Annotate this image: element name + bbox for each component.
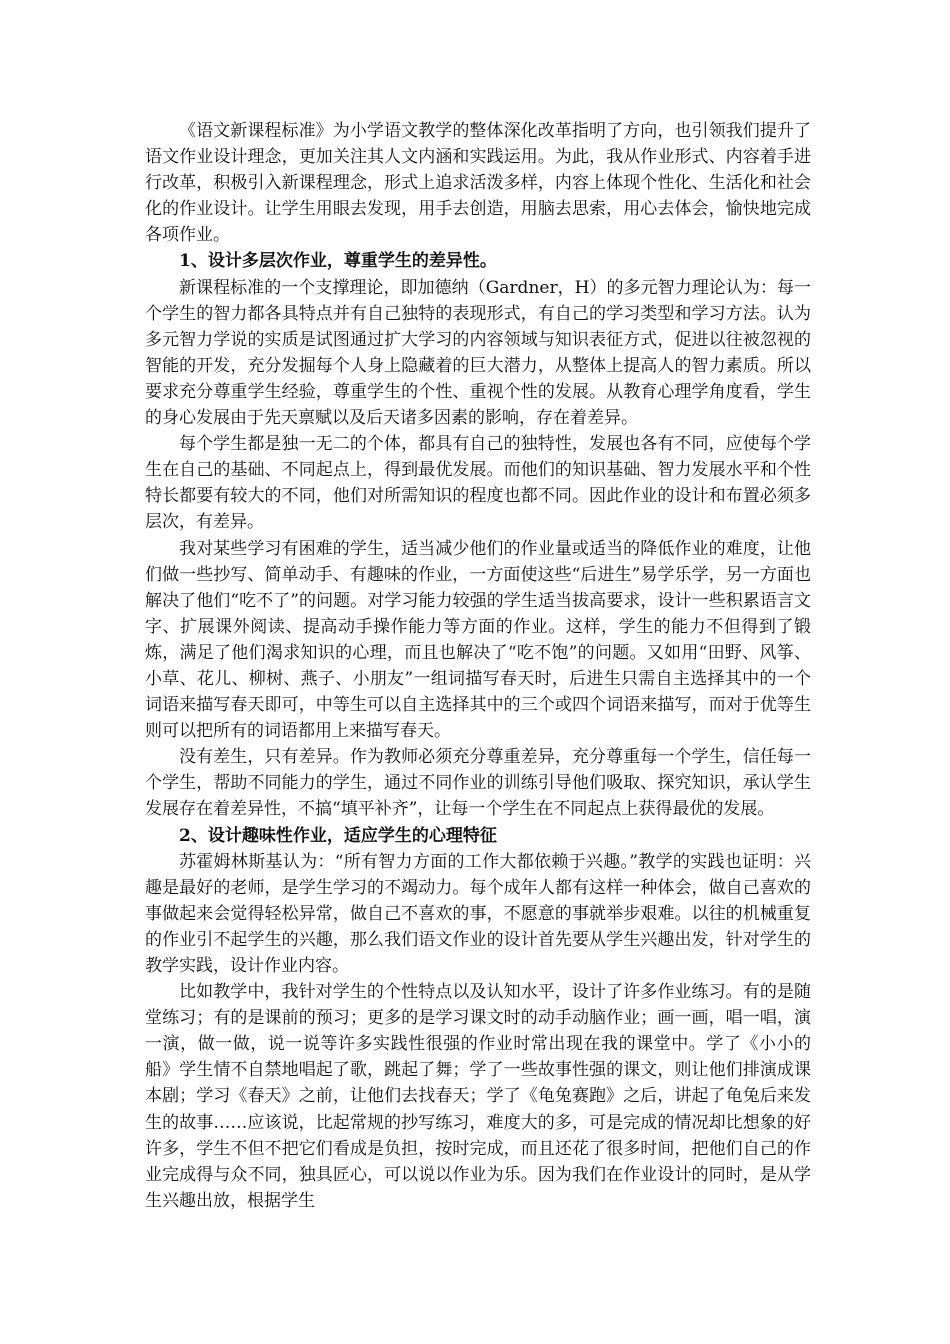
section-heading-2: 2、设计趣味性作业，适应学生的心理特征 — [179, 825, 497, 846]
body-paragraph: 每个学生都是独一无二的个体，都具有自己的独特性，发展也各有不同，应使每个学生在自己的基础、不同起点上，得到最优发展。而他们的知识基础、智力发展水平和个性特长都要有较大的不同，他们对所需知识的程度也都不同。因此作业的设计和布置必须多层次，有差异。 — [145, 434, 811, 533]
intro-paragraph: 《语文新课程标准》为小学语文教学的整体深化改革指明了方向，也引领我们提升了语文作业设计理念，更加关注其人文内涵和实践运用。为此，我从作业形式、内容着手进行改革，积极引入新课程理念，形式上追求活泼多样，内容上体现个性化、生活化和社会化的作业设计。让学生用眼去发现，用手去创造，用脑去思索，用心去体会，愉快地完成各项作业。 — [145, 121, 811, 246]
section-heading-1: 1、设计多层次作业，尊重学生的差异性。 — [179, 251, 497, 272]
body-paragraph: 新课程标准的一个支撑理论，即加德纳（Gardner，H）的多元智力理论认为：每一个学生的智力都各具特点并有自己独特的表现形式，有自己的学习类型和学习方法。认为多元智力学说的实质是试图通过扩大学习的内容领域与知识表征方式，促进以往被忽视的智能的开发，充分发掘每个人身上隐藏着的巨大潜力，从整体上提高人的智力素质。所以要求充分尊重学生经验，尊重学生的个性、重视个性的发展。从教育心理学角度看，学生的身心发展由于先天禀赋以及后天诸多因素的影响，存在着差异。 — [145, 277, 811, 429]
body-paragraph: 比如教学中，我针对学生的个性特点以及认知水平，设计了许多作业练习。有的是随堂练习；有的是课前的预习；更多的是学习课文时的动手动脑作业；画一画，唱一唱，演一演，做一做，说一说等许多实践性很强的作业时常出现在我的课堂中。学了《小小的船》学生情不自禁地唱起了歌，跳起了舞；学了一些故事性强的课文，则让他们排演成课本剧；学习《春天》之前，让他们去找春天；学了《龟兔赛跑》之后，讲起了龟兔后来发生的故事……应该说，比起常规的抄写练习，难度大的多，可是完成的情况却比想象的好许多，学生不但不把它们看成是负担，按时完成，而且还花了很多时间，把他们自己的作业完成得与众不同，独具匠心，可以说以作业为乐。因为我们在作业设计的同时，是从学生兴趣出放，根据学生 — [145, 982, 811, 1211]
body-paragraph: 我对某些学习有困难的学生，适当减少他们的作业量或适当的降低作业的难度，让他们做一些抄写、简单动手、有趣味的作业，一方面使这些“后进生”易学乐学，另一方面也解决了他们“吃不了”的问题。对学习能力较强的学生适当拔高要求，设计一些积累语言文字、扩展课外阅读、提高动手操作能力等方面的作业。这样，学生的能力不但得到了锻炼，满足了他们渴求知识的心理，而且也解决了“吃不饱”的问题。又如用“田野、风筝、小草、花儿、柳树、燕子、小朋友”一组词描写春天时，后进生只需自主选择其中的一个词语来描写春天即可，中等生可以自主选择其中的三个或四个词语来描写，而对于优等生则可以把所有的词语都用上来描写春天。 — [145, 538, 811, 742]
document-body — [145, 118, 811, 1214]
body-paragraph: 苏霍姆林斯基认为：“所有智力方面的工作大都依赖于兴趣。”教学的实践也证明：兴趣是最好的老师，是学生学习的不竭动力。每个成年人都有这样一种体会，做自己喜欢的事做起来会觉得轻松异常，做自己不喜欢的事，不愿意的事就举步艰难。以往的机械重复的作业引不起学生的兴趣，那么我们语文作业的设计首先要从学生兴趣出发，针对学生的教学实践，设计作业内容。 — [145, 851, 811, 976]
body-paragraph: 没有差生，只有差异。作为教师必须充分尊重差异，充分尊重每一个学生，信任每一个学生，帮助不同能力的学生，通过不同作业的训练引导他们吸取、探究知识，承认学生发展存在着差异性，不搞“填平补齐”，让每一个学生在不同起点上获得最优的发展。 — [145, 747, 811, 820]
